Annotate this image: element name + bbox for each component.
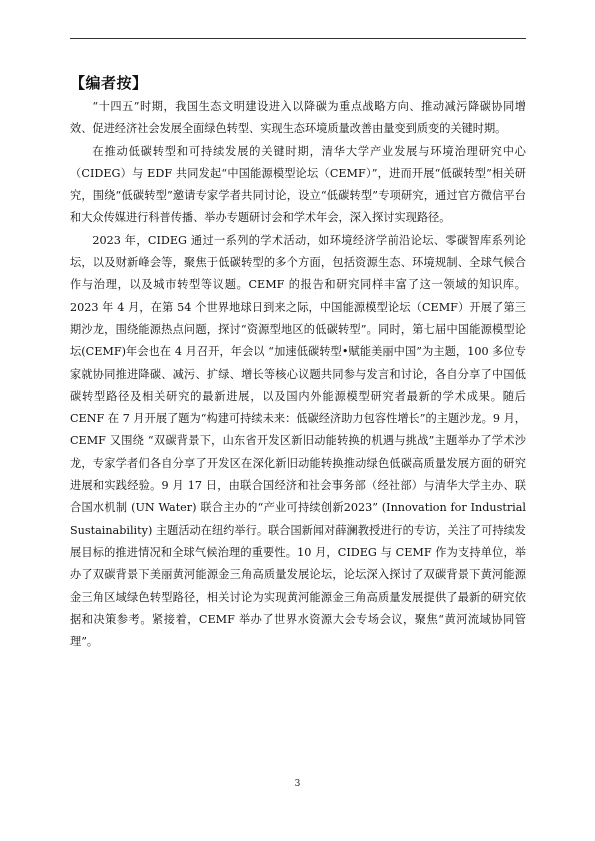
paragraph-3: 2023 年，CIDEG 通过一系列的学术活动，如环境经济学前沿论坛、零碳智库系列论坛，以及财新峰会等，聚焦于低碳转型的多个方面，包括资源生态、环境规制、全球气候合作与治理，以及城市转型等议题。CEMF 的报告和研究同样丰富了这一领域的知识库。2023 年 4 月，在第 54 个世界地球日到来之际，中国能源模型论坛（CEMF）开展了第三期沙龙，围绕能源热点问题，探讨“资源型地区的低碳转型”。同时，第七届中国能源模型论坛(CEMF)年会也在 4 月召开，年会以 “加速低碳转型•赋能美丽中国”为主题，100 多位专家就协同推进降碳、减污、扩绿、增长等核心议题共同参与发言和讨论，各自分享了中国低碳转型路径及相关研究的最新进展，以及国内外能源模型研究者最新的学术成果。随后 CENF 在 7 月开展了题为“构建可持续未来：低碳经济助力包容性增长”的主题沙龙。9 月，CEMF 又围绕 “双碳背景下，山东省开发区新旧动能转换的机遇与挑战”主题举办了学术沙龙，专家学者们各自分享了开发区在深化新旧动能转换推动绿色低碳高质量发展方面的研究进展和实践经验。9 月 17 日，由联合国经济和社会事务部（经社部）与清华大学主办、联合国水机制 (UN Water) 联合主办的“产业可持续创新2023” (Innovation for Industrial Sustainability) 主题活动在纽约举行。联合国新闻对薛澜教授进行的专访，关注了可持续发展目标的推进情况和全球气候治理的重要性。10 月，CIDEG 与 CEMF 作为支持单位，举办了双碳背景下美丽黄河能源金三角高质量发展论坛，论坛深入探讨了双碳背景下黄河能源金三角区域绿色转型路径，相关讨论为实现黄河能源金三角高质量发展提供了最新的研究依据和决策参考。紧接着，CEMF 举办了世界水资源大会专场会议，聚焦“黄河流域协同管理”。 — [70, 233, 526, 649]
page-number: 3 — [294, 779, 301, 789]
paragraph-2: 在推动低碳转型和可持续发展的关键时期，清华大学产业发展与环境治理研究中心（CIDEG）与 EDF 共同发起“中国能源模型论坛（CEMF）”，进而开展“低碳转型”相关研究，围绕“低碳转型”邀请专家学者共同讨论，设立“低碳转型”专项研究，通过官方微信平台和大众传媒进行科普传播、举办专题研讨会和学术年会，深入探讨实现路径。 — [70, 144, 526, 225]
section-title: 【编者按】 — [70, 74, 148, 92]
body-text — [70, 96, 526, 653]
header-rule — [70, 38, 526, 39]
paragraph-1: “十四五”时期，我国生态文明建设进入以降碳为重点战略方向、推动减污降碳协同增效、促进经济社会发展全面绿色转型、实现生态环境质量改善由量变到质变的关键时期。 — [70, 100, 526, 136]
